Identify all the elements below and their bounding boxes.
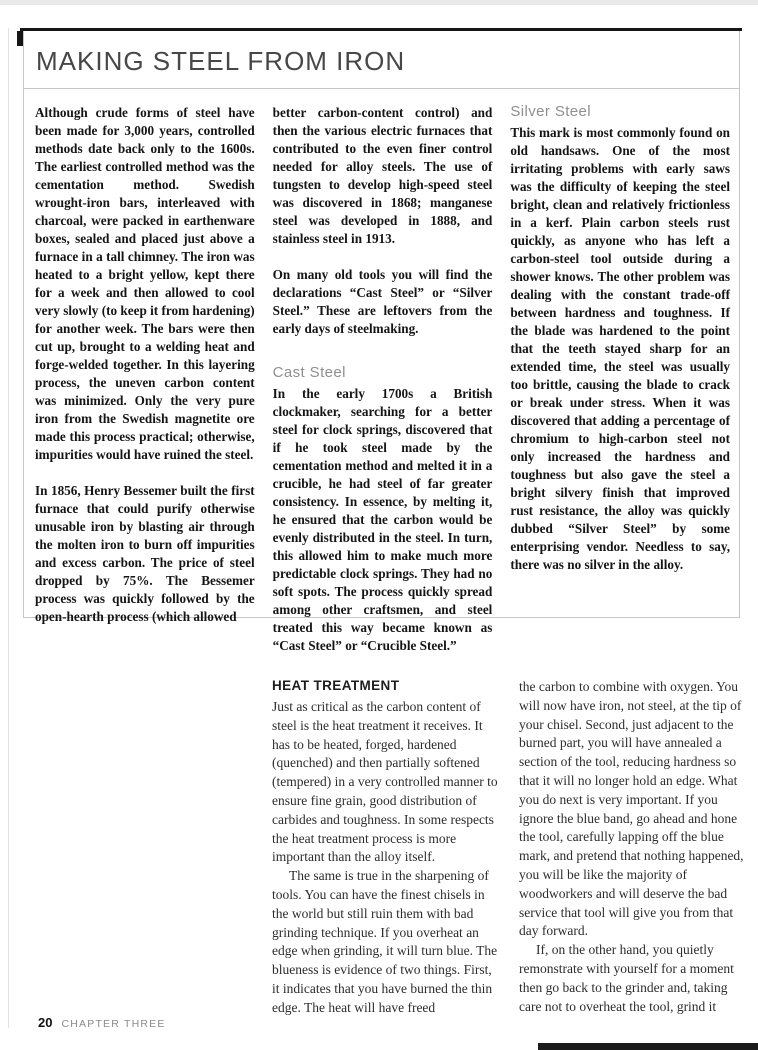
body-paragraph: In the early 1700s a British clockmaker, searching for a better steel for clock springs, discovered that if he took steel made by the cementation method and melted it in a crucible, he had steel of far greater consistency. In essence, by melting it, he ensured that the carbon would be evenly distributed in the steel. In turn, this allowed him to make much more predictable clock springs. They had no soft spots. The process quickly spread among other craftsmen, and steel treated this way became known as “Cast Steel” or “Crucible Steel.”	[272, 386, 493, 653]
body-paragraph: Just as critical as the carbon content of steel is the heat treatment it receives. It has to be heated, forged, hardened (quenched) and then partially softened (tempered) in a very controlled manner to ensure fine grain, good distribution of carbides and toughness. In some respects the heat treatment process is more important than the alloy itself.	[272, 699, 498, 865]
article-column-2	[273, 104, 493, 655]
body-paragraph: Although crude forms of steel have been made for 3,000 years, controlled methods date back only to the 1600s. The earliest controlled method was the cementation method. Swedish wrought-iron bars, interleaved with charcoal, were packed in earthenware boxes, sealed and placed just above a furnace in a tall chimney. The iron was heated to a bright yellow, kept there for a week and then allowed to cool very slowly (to keep it from hardening) for another week. The bars were then cut up, brought to a welding heat and forge-welded together. In this layering process, the uneven carbon content was minimized. Only the very pure iron from the Swedish magnetite ore made this process practical; otherwise, impurities would have ruined the steel.	[35, 105, 255, 462]
silver-steel-heading: Silver Steel	[510, 103, 592, 120]
article-column-1	[35, 104, 255, 655]
heat-treatment-heading: HEAT TREATMENT	[272, 678, 400, 693]
page-footer	[38, 1015, 166, 1030]
body-paragraph: better carbon-content control) and then the various electric furnaces that contributed to the even finer control needed for alloy steels. The use of tungsten to develop high-speed steel was discovered in 1868; manganese steel was developed in 1888, and stainless steel in 1913.	[272, 105, 493, 246]
page-number: 20	[38, 1015, 53, 1030]
bottom-crop-bar	[538, 1043, 758, 1050]
steel-article-box	[23, 31, 740, 653]
body-paragraph: the carbon to combine with oxygen. You will now have iron, not steel, at the tip of your chisel. Second, just adjacent to the burned part, you will have annealed a section of the tool, reducing hardness so that it will no longer hold an edge. What you do next is very important. If you ignore the blue band, go ahead and hone the tool, carefully lapping off the blue mark, and pretend that nothing happened, you will be like the majority of woodworkers and will deserve the bad service that tool will give you from that day forward.	[519, 679, 744, 939]
article-columns	[24, 89, 739, 655]
chapter-label: CHAPTER THREE	[61, 1018, 166, 1030]
heat-column-left	[272, 678, 499, 1018]
body-paragraph: This mark is most commonly found on old handsaws. One of the most irritating problems with early saws was the difficulty of keeping the steel bright, clean and relatively frictionless in a kerf. Plain carbon steels rust quickly, as anyone who has left a carbon-steel tool outside during a shower knows. The other problem was dealing with the constant trade-off between hardness and toughness. If the blade was hardened to the point that the teeth stayed sharp for an extended time, the steel was usually too brittle, causing the blade to crack or break under stress. When it was discovered that adding a percentage of chromium to high-carbon steel not only increased the hardness and toughness but also gave the steel a bright silvery finish that improved rust resistance, the alloy was quickly dubbed “Silver Steel” by some enterprising vendor. Needless to say, there was no silver in the alloy.	[510, 125, 731, 572]
heat-treatment-section	[272, 678, 746, 1018]
body-paragraph: The same is true in the sharpening of tools. You can have the finest chisels in the world but still ruin them with bad grinding technique. If you overheat an edge when grinding, it will turn blue. The blueness is evidence of two things. First, it indicates that you have burned the thin edge. The heat will have freed	[272, 868, 498, 1015]
body-paragraph: If, on the other hand, you quietly remonstrate with yourself for a moment then go back to the grinder and, taking care not to overheat the tool, grind it	[519, 942, 734, 1014]
scan-edge-left	[8, 28, 9, 1028]
heat-column-right	[519, 678, 746, 1018]
body-paragraph: In 1856, Henry Bessemer built the first furnace that could purify otherwise unusable iron by blasting air through the molten iron to burn off impurities and excess carbon. The price of steel dropped by 75%. The Bessemer process was quickly followed by the open-hearth process (which allowed	[35, 483, 255, 624]
body-paragraph: On many old tools you will find the declarations “Cast Steel” or “Silver Steel.” These are leftovers from the early days of steelmaking.	[272, 267, 493, 336]
page-title: MAKING STEEL FROM IRON	[36, 46, 406, 76]
article-column-3	[510, 104, 730, 655]
cast-steel-heading: Cast Steel	[272, 364, 346, 381]
scan-edge-top	[0, 0, 758, 5]
